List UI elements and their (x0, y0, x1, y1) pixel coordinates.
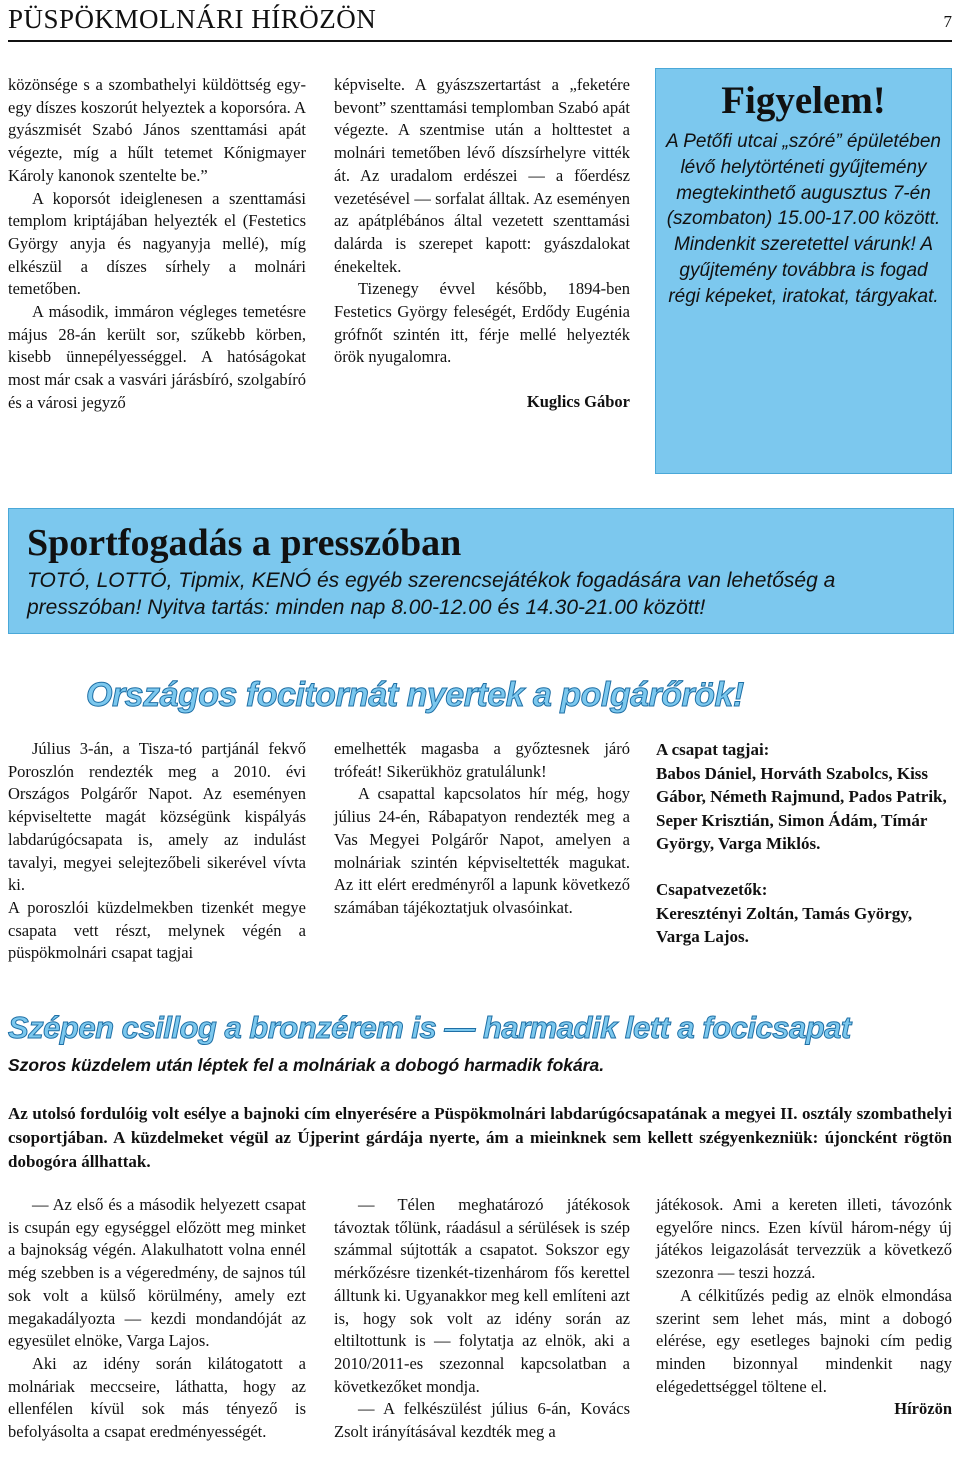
article2-headline: Országos focitornát nyertek a polgárőrök! (86, 676, 744, 714)
leaders-label: Csapatvezetők: (656, 879, 768, 899)
paragraph: Tizenegy évvel később, 1894-ben Festetics György feleségét, Erdődy Eugénia grófnőt szintén itt, férje mellé helyezték örök nyugalomra. (334, 279, 630, 367)
article3-subheadline: Szoros küzdelem után léptek fel a molnáriak a dobogó harmadik fokára. (8, 1055, 605, 1075)
notice-box (655, 68, 952, 474)
article3-column-1 (8, 1194, 306, 1444)
article3-headline: Szépen csillog a bronzérem is — harmadik lett a focicsapat (8, 1010, 851, 1045)
paragraph: A célkitűzés pedig az elnök elmondása szerint sem lehet más, mint a dobogó elérése, egy esetleges bajnoki cím pedig minden bizonnyal mindenkit nagy elégedettséggel töltene el. (656, 1285, 952, 1396)
paragraph: emelhették magasba a győztesnek járó trófeát! Sikerükhöz gratulálunk! (334, 739, 630, 781)
page-number: 7 (943, 12, 952, 31)
author-signature: Kuglics Gábor (526, 392, 630, 412)
team-roster (656, 738, 954, 949)
page-header (8, 0, 952, 42)
paragraph: — A felkészülést július 6-án, Kovács Zsolt irányításával kezdték meg a (334, 1399, 630, 1442)
paragraph: — Az első és a második helyezett csapat is csupán egy egységgel előzött meg minket a bajnokság végén. Alakulhatott volna ennél még szebben is a végeredmény, de sajnos túl sok volt a külső körülmény, amely ezt megakadályozta — kezdi mondandóját az egyesület elnöke, Varga Lajos. (8, 1195, 306, 1351)
team-members: Babos Dániel, Horváth Szabolcs, Kiss Gábor, Németh Rajmund, Pados Patrik, Seper Krisztián, Simon Ádám, Tímár György, Varga Miklós. (656, 763, 947, 854)
paragraph: A koporsót ideiglenesen a szenttamási templom kriptájában helyezték el (Festetics György anyja és nagyanyja mellé), míg elkészül a díszes sírhely a molnári temetőben. (8, 188, 306, 299)
paragraph: A második, immáron végleges temetésre május 28-án került sor, szűkebb körben, kisebb ünnepélyességgel. A hatóságokat most már csak a vasvári járásbíró, szolgabíró és a városi jegyző (8, 302, 306, 412)
article1-column-2 (334, 74, 630, 414)
article3-column-2 (334, 1194, 630, 1444)
notice-body: A Petőfi utcai „szóré” épületében lévő helytörténeti gyűjtemény megtekinthető augusztus 7-én (szombaton) 15.00-17.00 között. Mindenkit szeretettel várunk! A gyűjtemény továbbra is fogad régi képeket, iratokat, tárgyakat. (666, 131, 941, 307)
paragraph: — Télen meghatározó játékosok távoztak tőlünk, ráadásul a sérülések is szép számmal sújtották a csapatot. Sokszor egy mérkőzésre tizenkét-tizenhárom fős kerettel álltunk ki. Ugyanakkor meg kell említeni azt is, hogy sok volt az idény során az eltiltottunk is — folytatja az elnök, aki a 2010/2011-es szezonnal kapcsolatban a következőket mondja. (334, 1195, 630, 1396)
newspaper-title: PÜSPÖKMOLNÁRI HÍRÖZÖN (8, 4, 377, 34)
paragraph: képviselte. A gyászszertartást a „feketére bevont” szenttamási templomban Szabó apát végezte. A szentmise után a holttestet a molnári temetőben lévő díszsírhelyre vitték át. Az uradalom erdészei — a főerdész vezetésével — sorfalat álltak. Az eseményen az apátplébános által vezetett szenttamási dalárda is szerepet kapott: gyászdalokat énekeltek. (334, 75, 630, 276)
paragraph: Aki az idény során kilátogatott a molnáriak meccseire, láthatta, hogy az ellenfélen kívül sok más tényező is befolyásolta a csapat eredményességét. (8, 1353, 306, 1442)
author-signature: Hírözön (894, 1399, 952, 1419)
article1-column-1 (8, 74, 306, 415)
paragraph: A csapattal kapcsolatos hír még, hogy július 24-én, Rábapatyon rendezték meg a Vas Megyei Polgárőr Napot, amelyen a molnáriak szintén képviseltették magukat. Az itt elért eredményről a lapunk következő számában tájékoztatjuk olvasóinkat. (334, 784, 630, 917)
sportsbetting-title: Sportfogadás a presszóban (27, 522, 462, 564)
notice-title: Figyelem! (721, 79, 886, 122)
article3-column-3 (656, 1194, 952, 1421)
sportsbetting-body: TOTÓ, LOTTÓ, Tipmix, KENÓ és egyéb szerencsejátékok fogadására van lehetőség a presszóban! Nyitva tartás: minden nap 8.00-12.00 és 14.30-21.00 között! (27, 569, 836, 619)
article2-column-2 (334, 738, 630, 920)
sportsbetting-box (8, 508, 954, 634)
paragraph: játékosok. Ami a kereten illeti, távozónk egyelőre nincs. Ezen kívül három-négy új játékos leigazolását tervezzük a következő szezonra — teszi hozzá. (656, 1195, 952, 1283)
article2-column-1 (8, 738, 306, 965)
paragraph: A poroszlói küzdelmekben tizenkét megye csapata vett részt, melynek végén a püspökmolnári csapat tagjai (8, 897, 306, 963)
paragraph: Július 3-án, a Tisza-tó partjánál fekvő Poroszlón rendezték meg a 2010. évi Országos Polgárőr Napot. Az eseményen képviseltette magát községünk kispályás labdarúgócsapata is, amely az indulást tavalyi, megyei selejtezőbeli sikerével vívta ki. (8, 739, 306, 895)
paragraph: közönsége s a szombathelyi küldöttség egy-egy díszes koszorút helyeztek a koporsóra. A gyászmisét Szabó János szenttamási apát végezte, míg a hűlt tetemet Kőnigmayer Károly kanonok szentelte be.” (8, 75, 306, 185)
team-leaders: Keresztényi Zoltán, Tamás György, Varga Lajos. (656, 903, 913, 947)
team-label: A csapat tagjai: (656, 740, 770, 759)
article3-lead: Az utolsó fordulóig volt esélye a bajnoki cím elnyerésére a Püspökmolnári labdarúgócsapatának a megyei II. osztály szombathelyi csoportjában. A küzdelmeket végül az Újperint gárdája nyerte, ám a mieinknek sem kellett szégyenkezniük: újoncként rögtön dobogóra állhattak. (8, 1104, 952, 1171)
